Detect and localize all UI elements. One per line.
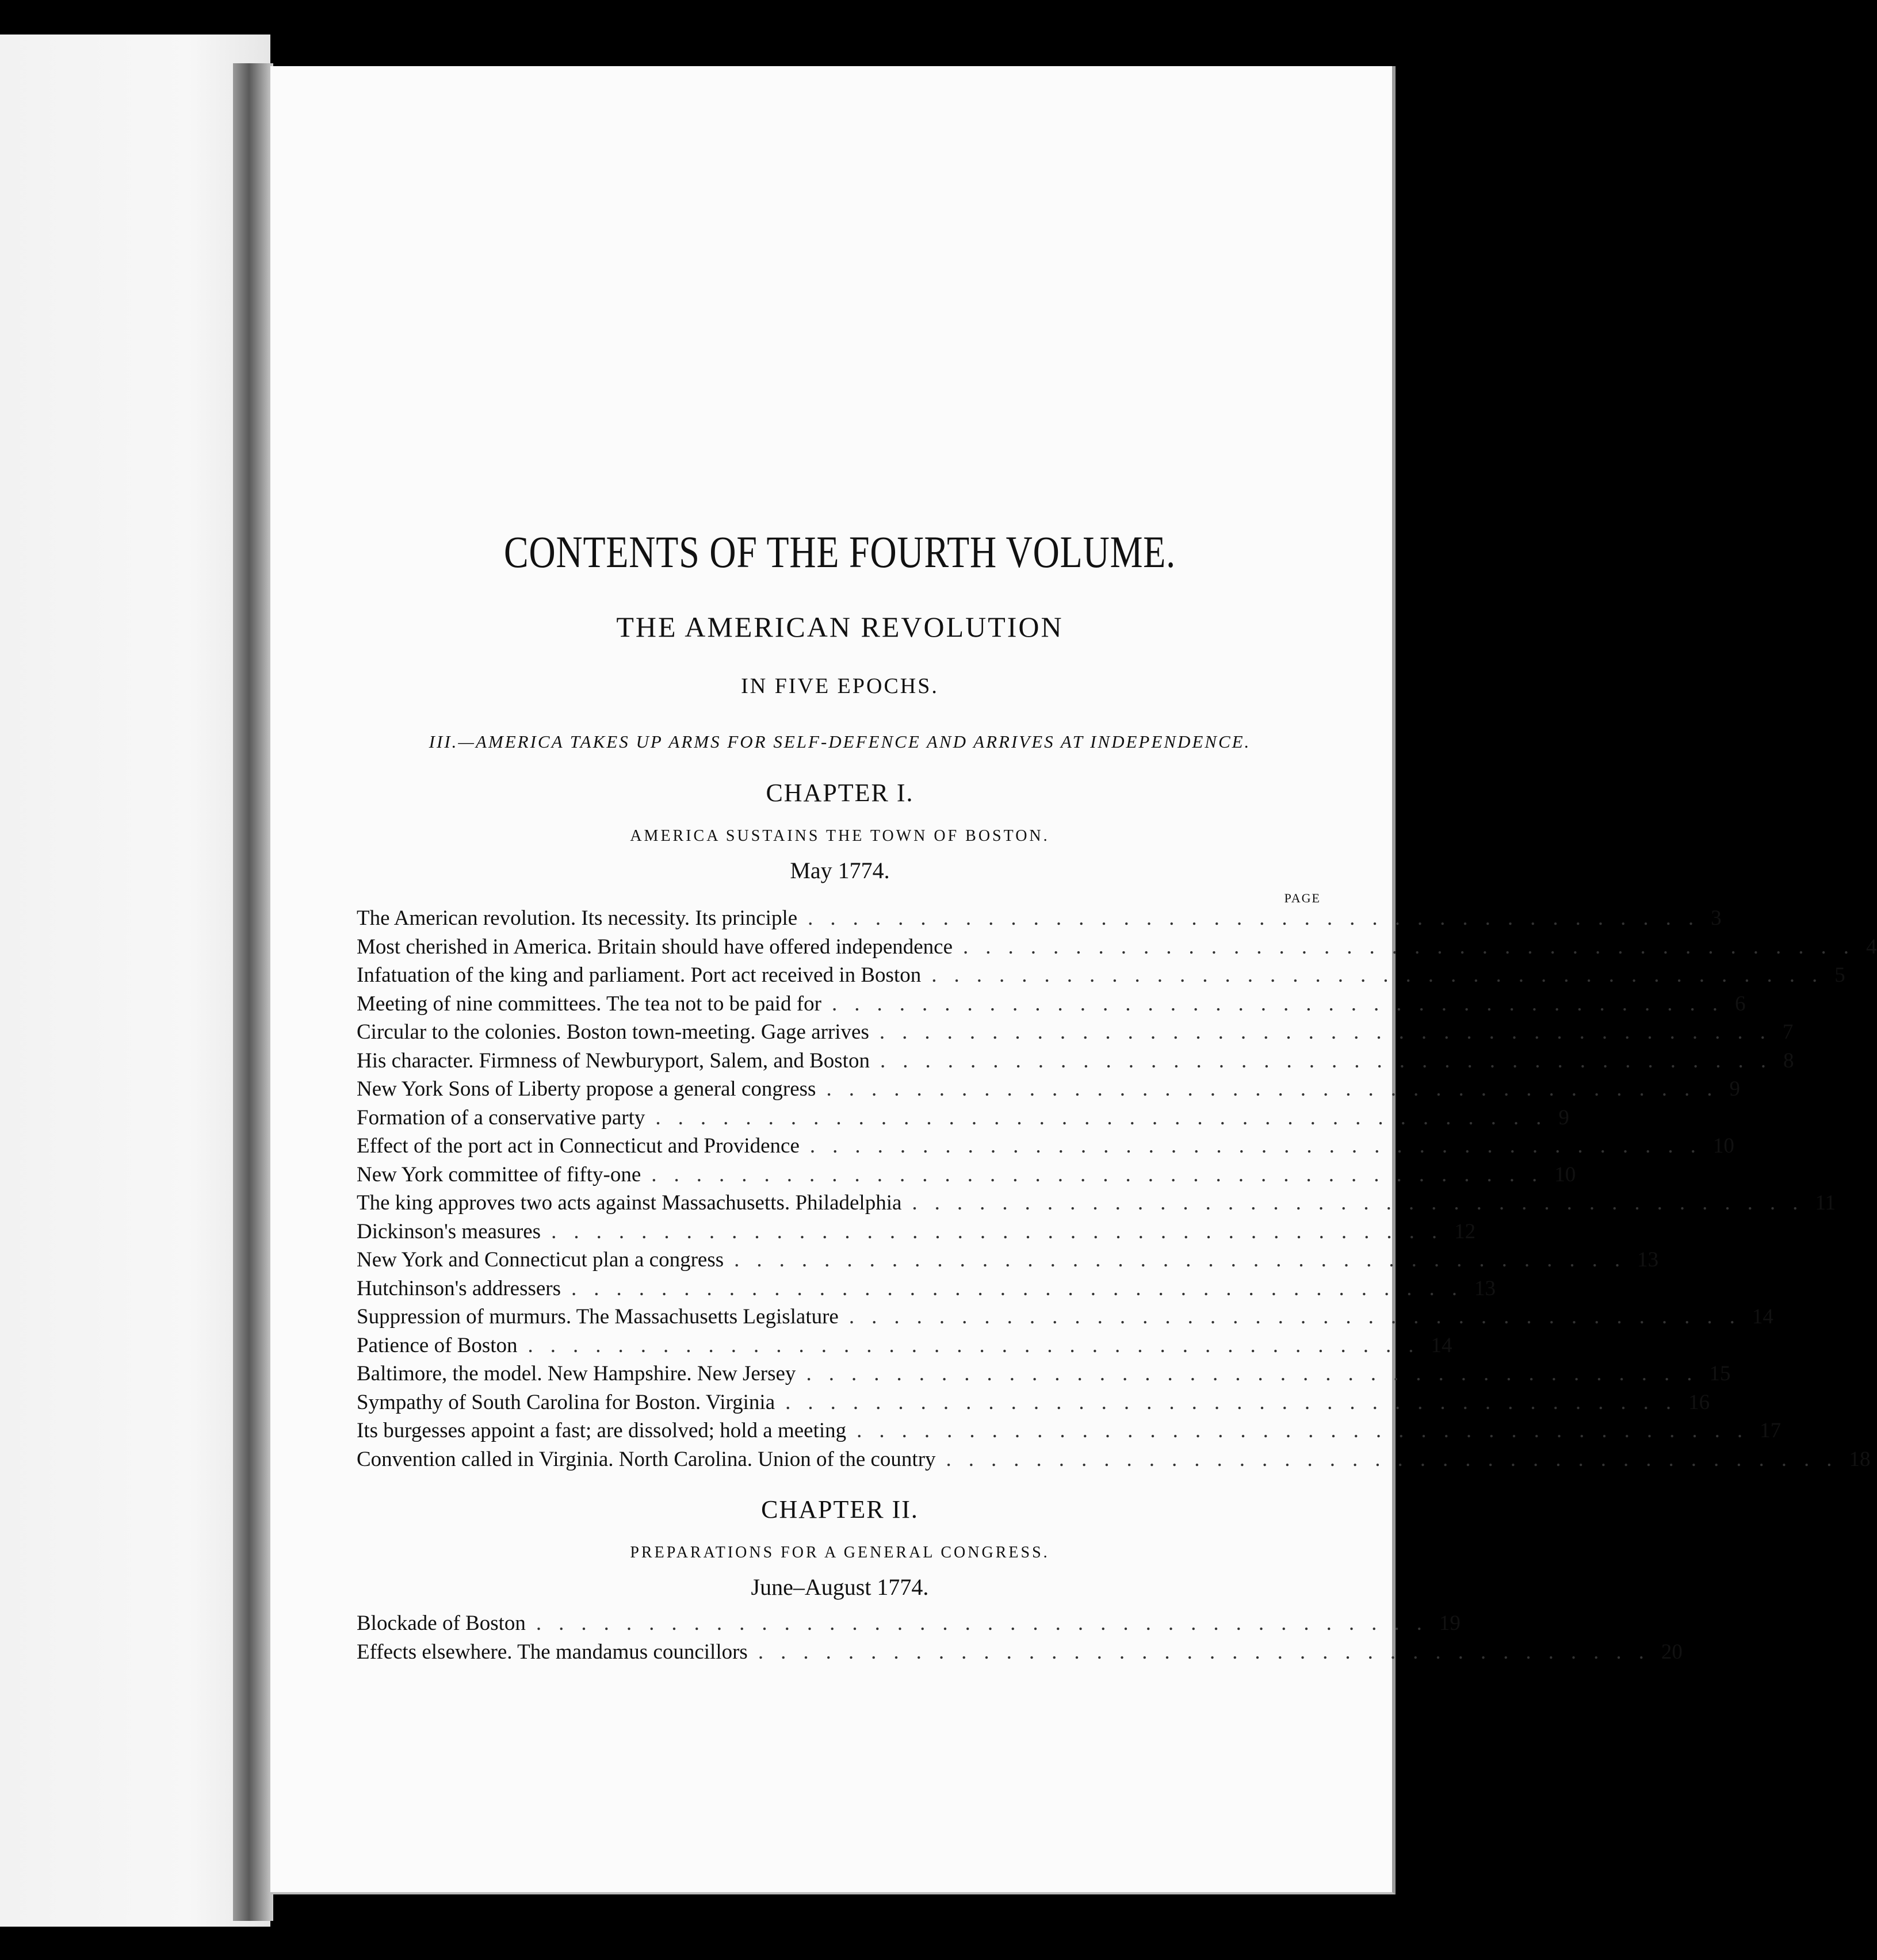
chapter-1-date: May 1774. [790, 858, 890, 884]
chapter-1-title: AMERICA SUSTAINS THE TOWN OF BOSTON. [630, 827, 1050, 845]
toc-entry-text: Its burgesses appoint a fast; are dissolved; hold a meeting [357, 1419, 847, 1443]
toc-entry-text: Effects elsewhere. The mandamus councillors [357, 1640, 748, 1664]
page-title: CONTENTS OF THE FOURTH VOLUME. [504, 527, 1176, 577]
chapter-2-date: June–August 1774. [751, 1574, 929, 1601]
toc-entry-text: Most cherished in America. Britain should have offered independence [357, 935, 953, 959]
toc-entry [357, 935, 1877, 963]
toc-entry [357, 1640, 1683, 1668]
dot-leader: ........................................ [551, 1219, 1455, 1243]
dot-leader: ........................................ [880, 1048, 1783, 1073]
toc-entry-page: 18 [1849, 1447, 1871, 1471]
toc-entry-page: 12 [1454, 1219, 1476, 1243]
toc-entry-text: Hutchinson's addressers [357, 1276, 561, 1300]
toc-entry [357, 1105, 1569, 1134]
toc-entry-text: His character. Firmness of Newburyport, Salem, and Boston [357, 1048, 870, 1073]
dot-leader: ........................................ [963, 935, 1867, 959]
dot-leader: ........................................ [879, 1020, 1783, 1044]
toc-entry [357, 1219, 1476, 1248]
toc-entry [357, 1134, 1734, 1162]
chapter-1-entries [357, 906, 1877, 1475]
epoch-title: III.—AMERICA TAKES UP ARMS FOR SELF-DEFENCE AND ARRIVES AT INDEPENDENCE. [429, 732, 1251, 752]
book-page [270, 66, 1877, 1894]
dot-leader: ........................................ [806, 1362, 1710, 1386]
dot-leader: ........................................ [848, 1305, 1752, 1329]
page-column-label: PAGE [1284, 891, 1321, 906]
dot-leader: ........................................ [785, 1390, 1689, 1414]
toc-entry-page: 9 [1729, 1077, 1740, 1101]
toc-entry-page: 9 [1558, 1105, 1569, 1130]
toc-entry-page: 16 [1688, 1390, 1710, 1414]
toc-entry-page: 20 [1661, 1640, 1683, 1664]
dot-leader: ........................................ [571, 1276, 1475, 1300]
book-gutter [233, 63, 273, 1921]
toc-entry [357, 1418, 1782, 1447]
dot-leader: ........................................ [912, 1191, 1815, 1215]
toc-entry [357, 1020, 1794, 1048]
toc-entry [357, 1390, 1710, 1419]
contents-block [357, 457, 1877, 1668]
dot-leader: ........................................ [734, 1248, 1638, 1272]
toc-entry-text: Sympathy of South Carolina for Boston. Virginia [357, 1390, 775, 1414]
dot-leader: ........................................ [655, 1105, 1559, 1130]
facing-page-edge [0, 35, 270, 1927]
toc-entry [357, 1361, 1731, 1390]
toc-entry-page: 10 [1712, 1134, 1734, 1158]
dot-leader: ........................................ [946, 1447, 1849, 1471]
toc-entry [357, 992, 1746, 1020]
toc-entry-text: The king approves two acts against Massachusetts. Philadelphia [357, 1191, 902, 1215]
toc-entry-page: 10 [1554, 1162, 1576, 1186]
dot-leader: ........................................ [536, 1611, 1439, 1636]
toc-entry-page: 11 [1815, 1191, 1836, 1215]
dot-leader: ........................................ [527, 1333, 1431, 1357]
chapter-2-label: CHAPTER II. [761, 1495, 919, 1524]
toc-entry-text: New York committee of fifty-one [357, 1162, 641, 1186]
toc-entry-text: Baltimore, the model. New Hampshire. New Jersey [357, 1362, 796, 1386]
toc-entry [357, 1048, 1794, 1077]
toc-entry-page: 8 [1783, 1048, 1794, 1073]
toc-entry-page: 14 [1431, 1333, 1452, 1357]
toc-entry-text: New York Sons of Liberty propose a general congress [357, 1077, 816, 1101]
toc-entry-text: Patience of Boston [357, 1333, 518, 1357]
toc-entry [357, 1611, 1461, 1640]
toc-entry-text: Formation of a conservative party [357, 1105, 645, 1130]
toc-entry-text: Effect of the port act in Connecticut and Providence [357, 1134, 800, 1158]
dot-leader: ........................................ [931, 963, 1835, 987]
toc-entry-page: 15 [1709, 1362, 1731, 1386]
toc-entry [357, 1190, 1836, 1219]
toc-entry [357, 1077, 1740, 1105]
toc-entry-page: 19 [1439, 1611, 1461, 1636]
toc-entry-text: Circular to the colonies. Boston town-meeting. Gage arrives [357, 1020, 869, 1044]
toc-entry [357, 1162, 1576, 1191]
subtitle-epochs: IN FIVE EPOCHS. [741, 674, 939, 698]
toc-entry-text: The American revolution. Its necessity. Its principle [357, 906, 798, 931]
chapter-2-entries [357, 1611, 1683, 1668]
toc-entry [357, 1333, 1452, 1362]
toc-entry-page: 5 [1834, 963, 1845, 987]
dot-leader: ........................................ [651, 1162, 1555, 1186]
dot-leader: ........................................ [831, 992, 1735, 1016]
toc-entry-text: Suppression of murmurs. The Massachusetts Legislature [357, 1305, 839, 1329]
chapter-1-label: CHAPTER I. [766, 779, 914, 807]
toc-entry-page: 4 [1866, 935, 1877, 959]
toc-entry-text: Blockade of Boston [357, 1611, 526, 1636]
toc-entry [357, 1247, 1659, 1276]
chapter-2-title: PREPARATIONS FOR A GENERAL CONGRESS. [630, 1544, 1050, 1562]
toc-entry-page: 6 [1734, 992, 1746, 1016]
toc-entry [357, 1304, 1773, 1333]
dot-leader: ........................................ [826, 1077, 1730, 1101]
toc-entry-page: 17 [1760, 1419, 1782, 1443]
dot-leader: ........................................ [809, 1134, 1713, 1158]
toc-entry-page: 3 [1711, 906, 1722, 931]
toc-entry [357, 906, 1722, 935]
toc-entry-page: 7 [1782, 1020, 1794, 1044]
toc-entry-text: New York and Connecticut plan a congress [357, 1248, 724, 1272]
toc-entry [357, 963, 1845, 992]
toc-entry-page: 13 [1637, 1248, 1659, 1272]
dot-leader: ........................................ [808, 906, 1711, 931]
subtitle: THE AMERICAN REVOLUTION [616, 611, 1064, 643]
toc-entry-text: Meeting of nine committees. The tea not to be paid for [357, 992, 821, 1016]
toc-entry [357, 1447, 1871, 1476]
toc-entry-text: Infatuation of the king and parliament. Port act received in Boston [357, 963, 922, 987]
dot-leader: ........................................ [857, 1419, 1760, 1443]
toc-entry [357, 1276, 1496, 1305]
toc-entry-page: 14 [1752, 1305, 1773, 1329]
dot-leader: ........................................ [758, 1640, 1661, 1664]
toc-entry-text: Convention called in Virginia. North Carolina. Union of the country [357, 1447, 936, 1471]
toc-entry-page: 13 [1474, 1276, 1496, 1300]
toc-entry-text: Dickinson's measures [357, 1219, 541, 1243]
